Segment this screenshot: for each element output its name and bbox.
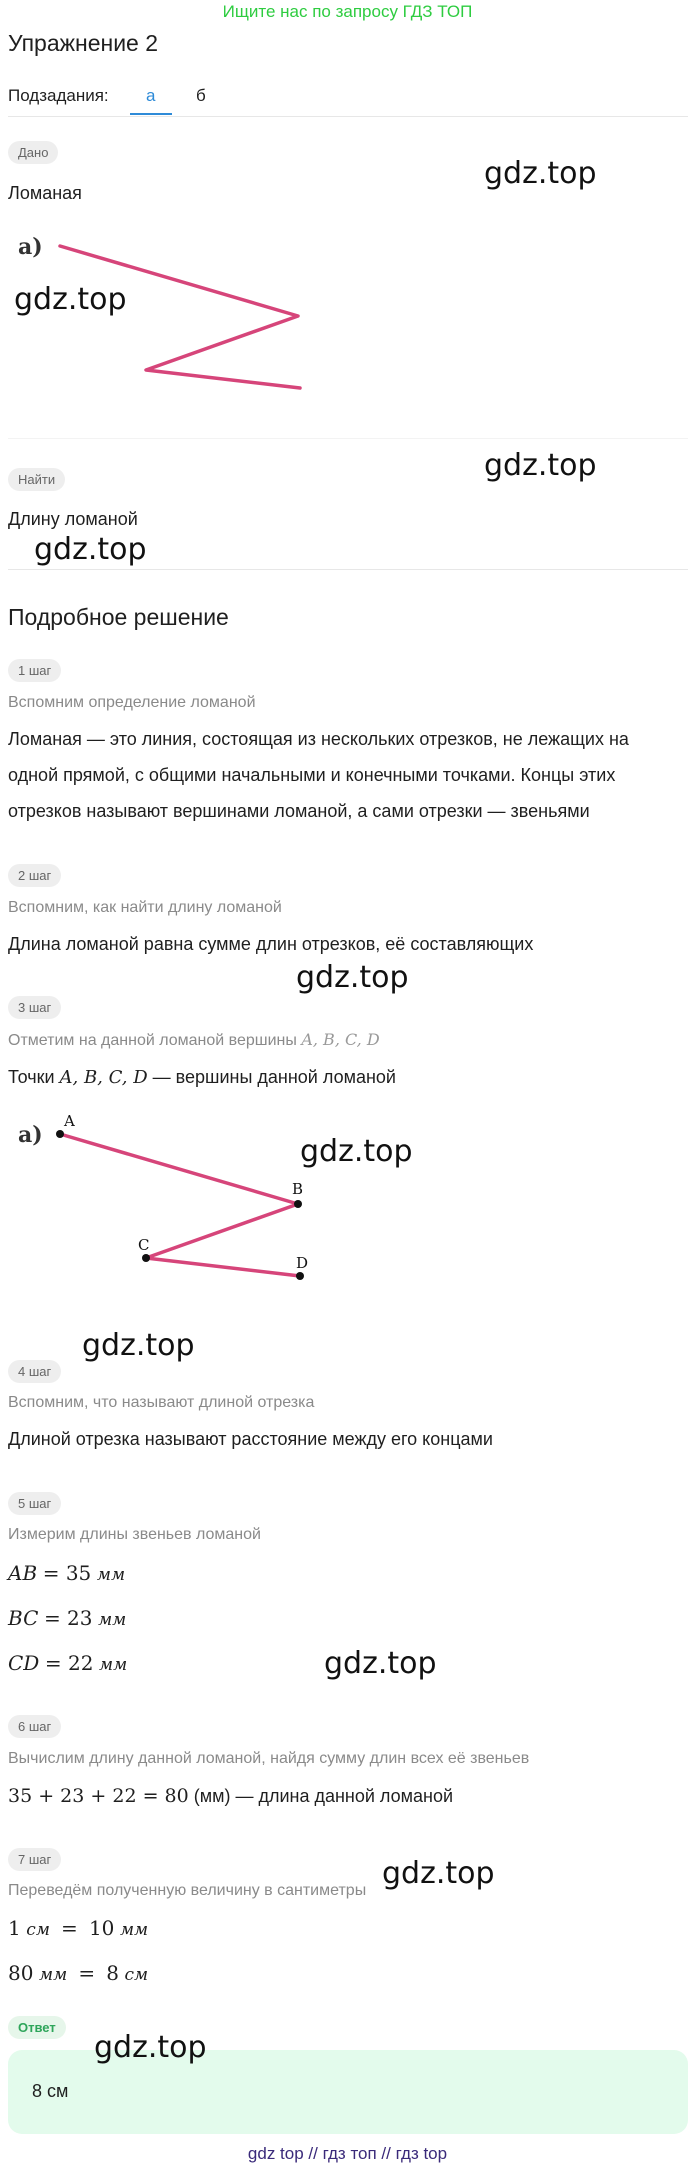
step-hint-math: A, B, C, D <box>301 1030 380 1049</box>
watermark: gdz.top <box>484 156 597 191</box>
polyline <box>60 1134 300 1276</box>
vertex-c-dot <box>142 1254 150 1262</box>
conversion <box>8 1956 148 1992</box>
step-text-line: отрезков называют вершинами ломаной, а сами отрезки — звеньями <box>8 801 590 821</box>
conversion-value: 8 <box>106 1961 119 1985</box>
step-pill: 2 шаг <box>8 864 61 887</box>
watermark: gdz.top <box>14 282 127 317</box>
conversion-eq: = <box>78 1961 96 1985</box>
conversion-value: 1 <box>8 1916 21 1940</box>
step-pill: 3 шаг <box>8 996 61 1019</box>
watermark: gdz.top <box>296 960 409 995</box>
conversion-value: 80 <box>8 1961 34 1985</box>
conversion-unit: см <box>26 1920 50 1940</box>
equation-lhs: AB <box>8 1561 38 1585</box>
step-hint: Вспомним определение ломаной <box>8 694 256 711</box>
equation-rhs: = 35 <box>42 1561 92 1585</box>
polyline <box>60 246 300 388</box>
step-text-line: Длиной отрезка называют расстояние между его концами <box>8 1429 493 1449</box>
step-pill: 4 шаг <box>8 1360 61 1383</box>
step-hint: Переведём полученную величину в сантиметры <box>8 1882 367 1899</box>
footer-links: gdz top // гдз топ // гдз top <box>247 2144 448 2163</box>
step-text-line: Ломаная — это линия, состоящая из нескольких отрезков, не лежащих на <box>8 729 629 749</box>
vertex-b-label: B <box>292 1180 304 1198</box>
step-text-line: одной прямой, с общими начальными и конечными точками. Концы этих <box>8 765 616 785</box>
equation-unit: мм <box>98 1610 127 1630</box>
step-hint: Измерим длины звеньев ломаной <box>8 1526 261 1543</box>
watermark: gdz.top <box>300 1134 413 1169</box>
watermark: gdz.top <box>382 1856 495 1891</box>
conversion-unit: см <box>124 1965 149 1985</box>
equation-lhs: CD <box>8 1651 40 1675</box>
step-text: Точки <box>8 1067 60 1087</box>
vertex-d-label: D <box>296 1254 309 1272</box>
step-hint: Вычислим длину данной ломаной, найдя сумму длин всех её звеньев <box>8 1750 530 1767</box>
given-text: Ломаная <box>8 183 82 203</box>
equation <box>8 1601 126 1637</box>
figure-label: а) <box>18 1122 43 1148</box>
active-tab-indicator <box>130 113 172 115</box>
step-text-line <box>8 1779 453 1813</box>
step-text-line: Длина ломаной равна сумме длин отрезков, её составляющих <box>8 934 534 954</box>
sum-expression: 35 + 23 + 22 = 80 <box>8 1785 189 1807</box>
step-pill: 5 шаг <box>8 1492 61 1515</box>
divider <box>8 438 688 439</box>
watermark: gdz.top <box>82 1328 195 1363</box>
divider <box>8 116 688 117</box>
divider <box>8 569 688 570</box>
equation-lhs: BC <box>8 1606 39 1630</box>
conversion-unit: мм <box>39 1965 68 1985</box>
step-pill: 6 шаг <box>8 1715 61 1738</box>
watermark: gdz.top <box>94 2030 207 2065</box>
watermark: gdz.top <box>324 1646 437 1681</box>
subtasks-label: Подзадания: <box>8 86 109 105</box>
step-pill: 7 шаг <box>8 1848 61 1871</box>
vertex-b-dot <box>294 1200 302 1208</box>
find-pill: Найти <box>8 468 65 491</box>
vertex-d-dot <box>296 1272 304 1280</box>
equation-unit: мм <box>96 1565 126 1585</box>
step-text: — вершины данной ломаной <box>147 1067 396 1087</box>
page-title: Упражнение 2 <box>8 30 159 56</box>
conversion-value: 10 <box>88 1916 115 1940</box>
tab-subtask-a[interactable]: а <box>146 86 156 105</box>
conversion-unit: мм <box>119 1920 149 1940</box>
equation <box>8 1556 125 1592</box>
conversion <box>8 1911 148 1947</box>
answer-pill: Ответ <box>8 2016 66 2039</box>
vertices-figure <box>8 1108 320 1298</box>
step-text: (мм) — длина данной ломаной <box>188 1786 454 1806</box>
step-hint: Вспомним, что называют длиной отрезка <box>8 1394 315 1411</box>
step-hint: Вспомним, как найти длину ломаной <box>8 899 282 916</box>
search-banner: Ищите нас по запросу ГДЗ ТОП <box>222 2 473 21</box>
vertex-a-dot <box>56 1130 64 1138</box>
equation-rhs: = 23 <box>43 1606 93 1630</box>
step-text-math: A, B, C, D <box>59 1067 148 1088</box>
watermark: gdz.top <box>484 448 597 483</box>
vertex-c-label: C <box>138 1236 150 1254</box>
solution-title: Подробное решение <box>8 604 229 630</box>
answer-value: 8 см <box>32 2081 69 2101</box>
equation-rhs: = 22 <box>44 1651 94 1675</box>
find-text: Длину ломаной <box>8 509 138 529</box>
step-pill: 1 шаг <box>8 659 61 682</box>
given-pill: Дано <box>8 141 58 164</box>
watermark: gdz.top <box>34 532 147 567</box>
step-hint-text: Отметим на данной ломаной вершины <box>8 1032 302 1049</box>
step-hint <box>8 1030 380 1050</box>
equation <box>8 1646 127 1682</box>
conversion-eq: = <box>61 1916 78 1940</box>
tab-subtask-b[interactable]: б <box>196 86 206 105</box>
figure-label: а) <box>18 234 43 260</box>
equation-unit: мм <box>99 1655 128 1675</box>
step-text-line <box>8 1060 396 1095</box>
vertex-a-label: A <box>64 1112 75 1130</box>
